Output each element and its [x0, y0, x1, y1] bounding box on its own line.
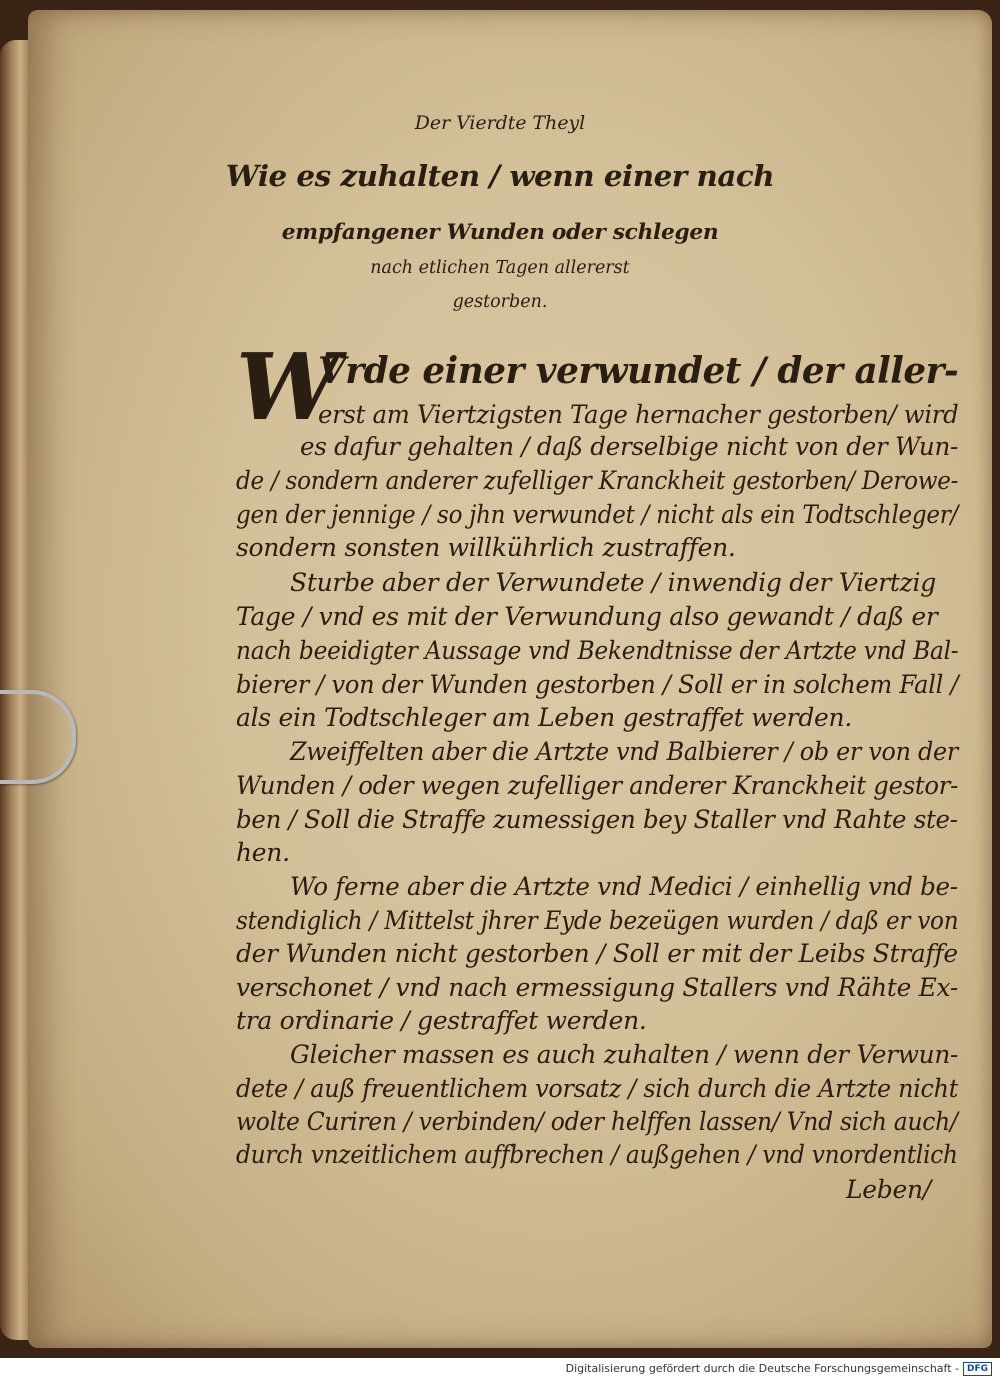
footer-bar: [0, 1358, 1000, 1379]
body-line: tra ordinarie / gestraffet werden.: [236, 1006, 647, 1035]
body-line: nach beeidigter Aussage vnd Bekendtnisse der Artzte vnd Bal-: [236, 636, 959, 665]
body-line: erst am Viertzigsten Tage hernacher gestorben/ wird: [318, 400, 959, 429]
body-line: Zweiffelten aber die Artzte vnd Balbierer / ob er von der: [290, 737, 958, 766]
title-line-1: Wie es zuhalten / wenn einer nach: [225, 158, 775, 193]
body-line: wolte Curiren / verbinden/ oder helffen lassen/ Vnd sich auch/: [236, 1107, 958, 1136]
body-line: sondern sonsten willkührlich zustraffen.: [236, 533, 736, 562]
body-line: gen der jennige / so jhn verwundet / nicht als ein Todtschleger/: [236, 500, 959, 529]
body-line: Gleicher massen es auch zuhalten / wenn der Verwun-: [290, 1040, 959, 1069]
body-line: Wunden / oder wegen zufelliger anderer Kranckheit gestor-: [236, 771, 959, 800]
footer-credit: Digitalisierung gefördert durch die Deutsche Forschungsgemeinschaft -: [565, 1362, 959, 1375]
title-line-4: gestorben.: [452, 292, 548, 312]
body-line: ben / Soll die Straffe zumessigen bey Staller vnd Rahte ste-: [236, 805, 958, 834]
body-line: hen.: [236, 838, 290, 867]
body-line: Wo ferne aber die Artzte vnd Medici / einhellig vnd be-: [290, 872, 958, 901]
body-line: Sturbe aber der Verwundete / inwendig der Viertzig: [290, 568, 936, 597]
catchword: Leben/: [846, 1175, 931, 1204]
body-line: stendiglich / Mittelst jhrer Eyde bezeügen wurden / daß er von: [236, 906, 959, 935]
body-line: dete / auß freuentlichem vorsatz / sich durch die Artzte nicht: [236, 1074, 958, 1103]
body-line: bierer / von der Wunden gestorben / Soll er in solchem Fall /: [236, 670, 959, 699]
body-line: de / sondern anderer zufelliger Kranckheit gestorben/ Derowe-: [236, 466, 959, 495]
title-line-2: empfangener Wunden oder schlegen: [281, 220, 719, 245]
body-line: durch vnzeitlichem auffbrechen / außgehen / vnd vnordentlich: [236, 1140, 958, 1169]
body-line: es dafur gehalten / daß derselbige nicht von der Wun-: [300, 432, 959, 461]
title-line-3: nach etlichen Tagen allererst: [370, 258, 630, 278]
body-line: der Wunden nicht gestorben / Soll er mit der Leibs Straffe: [236, 939, 958, 968]
body-line: verschonet / vnd nach ermessigung Stallers vnd Rähte Ex-: [236, 973, 958, 1002]
body-line: als ein Todtschleger am Leben gestraffet werden.: [236, 703, 852, 732]
decorated-initial: W: [236, 333, 340, 441]
body-line: Vrde einer verwundet / der aller-: [318, 350, 959, 392]
dfg-logo: DFG: [963, 1362, 992, 1376]
running-head: Der Vierdte Theyl: [414, 112, 586, 134]
body-line: Tage / vnd es mit der Verwundung also gewandt / daß er: [236, 602, 938, 631]
